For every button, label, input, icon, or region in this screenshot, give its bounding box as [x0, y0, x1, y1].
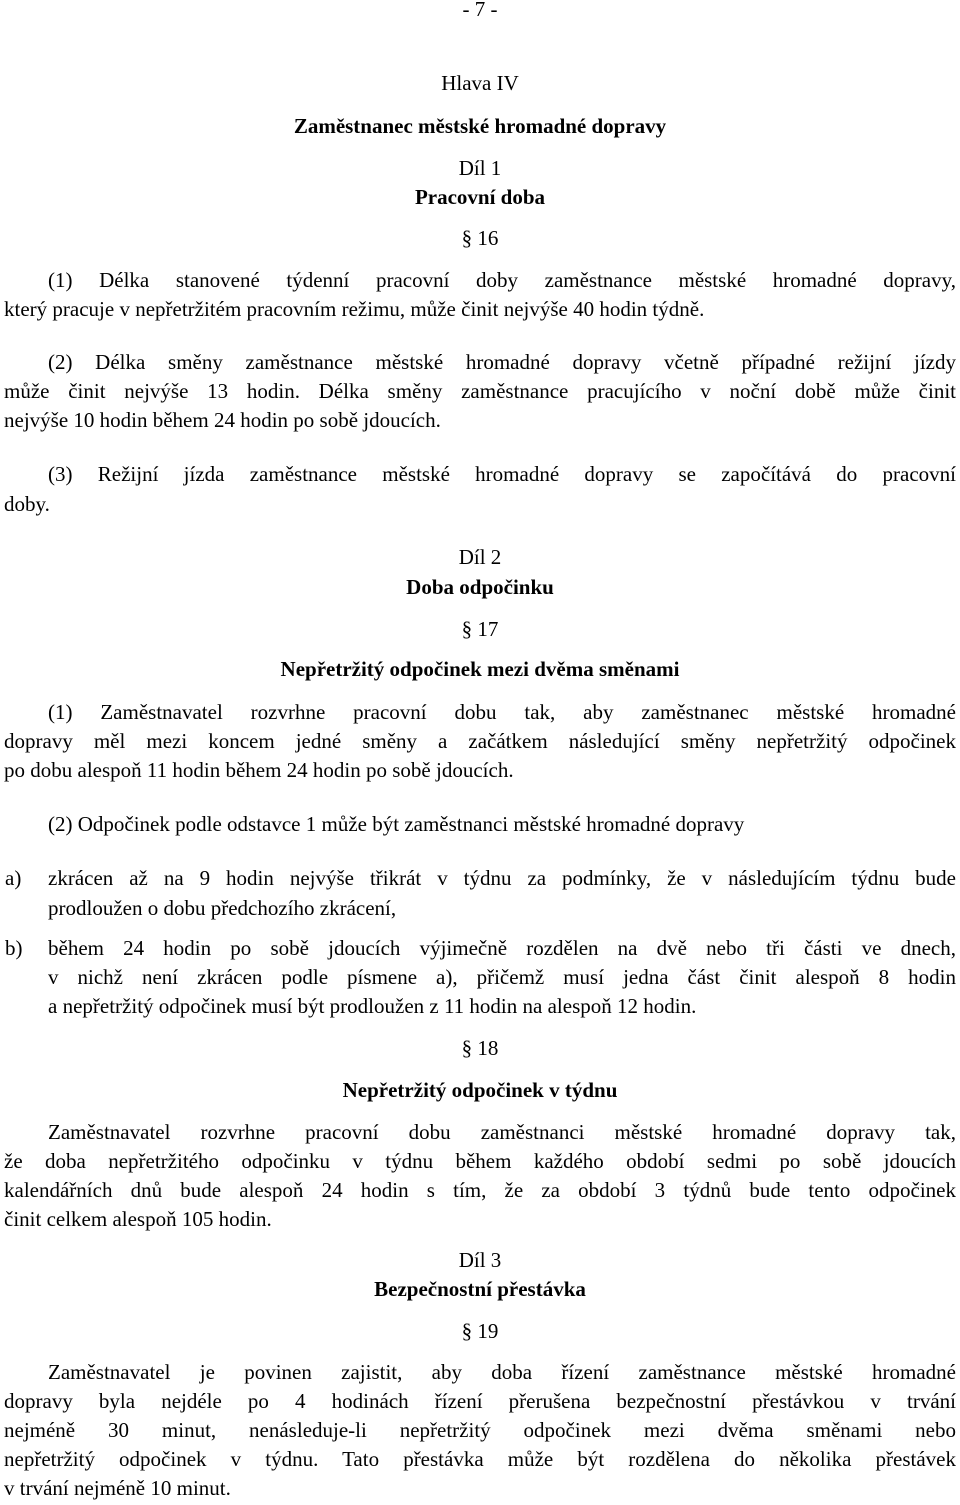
part3-title: Bezpečnostní přestávka: [374, 1277, 586, 1301]
part2-label: Díl 2: [458, 545, 502, 569]
s18-p-line2: že doba nepřetržitého odpočinku v týdnu během každého období sedmi po sobě jdoucích: [4, 1149, 956, 1173]
item-a-line1: zkrácen až na 9 hodin nejvýše třikrát v týdnu za podmínky, že v následujícím týdnu bude: [48, 866, 956, 890]
s16-p1-line1: (1) Délka stanovené týdenní pracovní doby zaměstnance městské hromadné dopravy,: [48, 268, 956, 292]
s19-p-line5: v trvání nejméně 10 minut.: [4, 1476, 231, 1500]
s18-p-line3: kalendářních dnů bude alespoň 24 hodin s tím, že za období 3 týdnů bude tento odpočinek: [4, 1178, 956, 1202]
s17-p1-line1: (1) Zaměstnavatel rozvrhne pracovní dobu tak, aby zaměstnanec městské hromadné: [48, 700, 956, 724]
s16-p1-line2: který pracuje v nepřetržitém pracovním režimu, může činit nejvýše 40 hodin týdně.: [4, 297, 705, 321]
item-b-line3: a nepřetržitý odpočinek musí být prodloužen z 11 hodin na alespoň 12 hodin.: [48, 994, 697, 1018]
page-number: - 7 -: [462, 0, 498, 21]
s19-p-line3: nejméně 30 minut, nenásleduje-li nepřetržitý odpočinek mezi dvěma směnami nebo: [4, 1418, 956, 1442]
section18-number: § 18: [461, 1036, 499, 1060]
item-a-line2: prodloužen o dobu předchozího zkrácení,: [48, 896, 397, 920]
part2-title: Doba odpočinku: [406, 575, 554, 599]
s19-p-line1: Zaměstnavatel je povinen zajistit, aby doba řízení zaměstnance městské hromadné: [48, 1360, 956, 1384]
section19-number: § 19: [461, 1319, 499, 1343]
part1-title: Pracovní doba: [414, 185, 546, 209]
s17-p2: (2) Odpočinek podle odstavce 1 může být zaměstnanci městské hromadné dopravy: [48, 812, 745, 836]
chapter-title: Zaměstnanec městské hromadné dopravy: [293, 114, 667, 138]
item-b-line2: v nichž není zkrácen podle písmene a), přičemž musí jedna část činit alespoň 8 hodin: [48, 965, 956, 989]
item-b-marker: b): [5, 936, 23, 960]
s18-p-line1: Zaměstnavatel rozvrhne pracovní dobu zaměstnanci městské hromadné dopravy tak,: [48, 1120, 956, 1144]
section18-heading: Nepřetržitý odpočinek v týdnu: [342, 1078, 618, 1102]
chapter-label: Hlava IV: [441, 71, 519, 95]
s16-p3-line1: (3) Režijní jízda zaměstnance městské hromadné dopravy se započítává do pracovní: [48, 462, 956, 486]
section17-number: § 17: [461, 617, 499, 641]
s16-p2-line3: nejvýše 10 hodin během 24 hodin po sobě jdoucích.: [4, 408, 441, 432]
s17-p1-line3: po dobu alespoň 11 hodin během 24 hodin po sobě jdoucích.: [4, 758, 514, 782]
s16-p2-line2: může činit nejvýše 13 hodin. Délka směny zaměstnance pracujícího v noční době může činit: [4, 379, 956, 403]
s18-p-line4: činit celkem alespoň 105 hodin.: [4, 1207, 272, 1231]
s19-p-line4: nepřetržitý odpočinek v týdnu. Tato přestávka může být rozdělena do několika přestávek: [4, 1447, 956, 1471]
section16-number: § 16: [461, 226, 499, 250]
item-a-marker: a): [5, 866, 22, 890]
s16-p3-line2: doby.: [4, 492, 50, 516]
section17-heading: Nepřetržitý odpočinek mezi dvěma směnami: [280, 657, 680, 681]
s16-p2-line1: (2) Délka směny zaměstnance městské hromadné dopravy včetně případné režijní jízdy: [48, 350, 956, 374]
s19-p-line2: dopravy byla nejdéle po 4 hodinách řízení přerušena bezpečnostní přestávkou v trvání: [4, 1389, 956, 1413]
s17-p1-line2: dopravy měl mezi koncem jedné směny a začátkem následující směny nepřetržitý odpočinek: [4, 729, 956, 753]
part3-label: Díl 3: [458, 1248, 502, 1272]
item-b-line1: během 24 hodin po sobě jdoucích výjimečně rozdělen na dvě nebo tři části ve dnech,: [48, 936, 956, 960]
part1-label: Díl 1: [458, 156, 502, 180]
